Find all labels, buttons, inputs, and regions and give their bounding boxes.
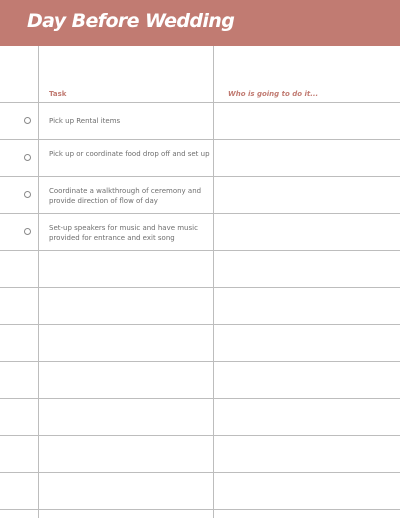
task-checkbox[interactable] — [24, 228, 31, 235]
row-divider — [0, 509, 400, 510]
task-checkbox[interactable] — [24, 191, 31, 198]
row-divider — [0, 287, 400, 288]
row-divider — [0, 324, 400, 325]
task-text: Pick up or coordinate food drop off and set up — [49, 150, 210, 158]
task-checkbox[interactable] — [24, 117, 31, 124]
task-row — [0, 140, 400, 176]
task-text: Pick up Rental items — [49, 117, 121, 125]
task-text: Set-up speakers for music and have music provided for entrance and exit song — [49, 224, 198, 242]
row-divider — [0, 472, 400, 473]
row-divider — [0, 250, 400, 251]
task-table — [0, 46, 400, 518]
task-row — [0, 103, 400, 139]
task-text: Coordinate a walkthrough of ceremony and provide direction of flow of day — [49, 187, 202, 205]
row-divider — [0, 361, 400, 362]
task-column-header: Task — [49, 90, 67, 98]
task-row — [0, 177, 400, 213]
row-divider — [0, 435, 400, 436]
assignee-column-header: Who is going to do it... — [228, 90, 319, 98]
row-divider — [0, 398, 400, 399]
task-checkbox[interactable] — [24, 154, 31, 161]
title-banner — [0, 0, 400, 46]
task-row — [0, 214, 400, 250]
page-title: Day Before Wedding — [27, 10, 235, 32]
